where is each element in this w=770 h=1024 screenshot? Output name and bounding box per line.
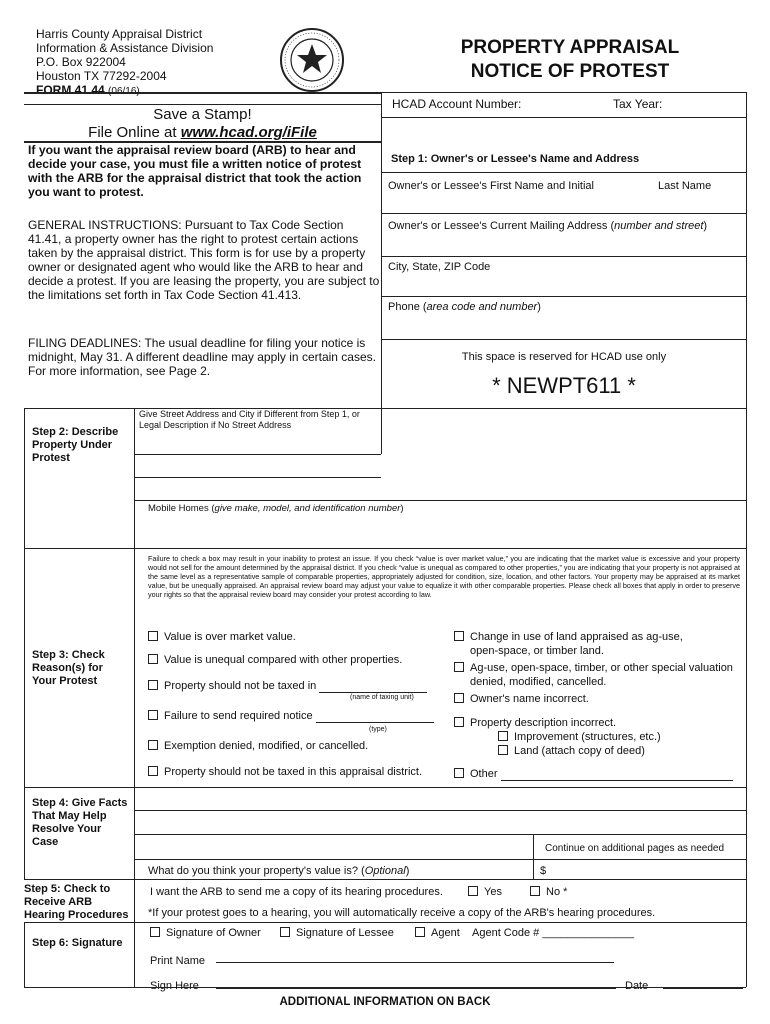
reason-owner-name[interactable]: Owner's name incorrect. bbox=[454, 692, 589, 706]
step5-label: Step 5: Check to Receive ARB Hearing Procedures bbox=[24, 883, 129, 921]
hearing-note: *If your protest goes to a hearing, you will automatically receive a copy of the ARB's hearing procedures. bbox=[148, 907, 656, 919]
checkbox[interactable] bbox=[150, 927, 160, 937]
form-date: (06/16) bbox=[108, 86, 140, 97]
checkbox[interactable] bbox=[454, 693, 464, 703]
mailing-address-label: Owner's or Lessee's Current Mailing Address (number and street) bbox=[388, 220, 708, 232]
property-value-input[interactable] bbox=[552, 861, 742, 877]
org-division: Information & Assistance Division bbox=[36, 41, 214, 55]
intro-warning: If you want the appraisal review board (ARB) to hear and decide your case, you must file a written notice of protest with the ARB for the appraisal district that took the action you want to protest. bbox=[28, 143, 362, 199]
signature-owner-option[interactable]: Signature of Owner bbox=[150, 926, 261, 940]
checkbox[interactable] bbox=[530, 886, 540, 896]
reason-land[interactable]: Land (attach copy of deed) bbox=[498, 744, 645, 758]
facts-input-1[interactable] bbox=[136, 789, 744, 809]
phone-input[interactable] bbox=[382, 314, 746, 334]
reason-change-use[interactable]: Change in use of land appraised as ag-use, open-space, or timber land. bbox=[454, 630, 744, 658]
sign-here-label: Sign Here bbox=[150, 980, 199, 992]
facts-input-2[interactable] bbox=[136, 812, 744, 832]
mobile-home-input[interactable] bbox=[136, 516, 744, 546]
notice-type-caption: (type) bbox=[369, 726, 387, 733]
checkbox[interactable] bbox=[148, 654, 158, 664]
filing-deadlines: FILING DEADLINES: The usual deadline for filing your notice is midnight, May 31. A different deadline may apply in certain cases. For more information, see Page 2. bbox=[28, 336, 376, 378]
mobile-homes-label: Mobile Homes (give make, model, and identification number) bbox=[148, 503, 404, 514]
hcad-reserved-text: This space is reserved for HCAD use only bbox=[461, 351, 667, 363]
checkbox[interactable] bbox=[148, 680, 158, 690]
reason-exemption[interactable]: Exemption denied, modified, or cancelled. bbox=[148, 739, 368, 753]
step4-label: Step 4: Give Facts That May Help Resolve Your Case bbox=[32, 797, 128, 848]
phone-label: Phone (area code and number) bbox=[388, 301, 541, 313]
seal-icon bbox=[279, 27, 345, 93]
barcode-text: * NEWPT611 * bbox=[492, 373, 636, 398]
step2-label: Step 2: Describe Property Under Protest bbox=[32, 426, 119, 464]
reason-improvement[interactable]: Improvement (structures, etc.) bbox=[498, 730, 661, 744]
reason-over-market[interactable]: Value is over market value. bbox=[148, 630, 296, 644]
checkbox[interactable] bbox=[498, 745, 508, 755]
print-name-input[interactable] bbox=[216, 950, 614, 963]
checkbox[interactable] bbox=[498, 731, 508, 741]
form-number: FORM 41.44 bbox=[36, 83, 105, 97]
file-online-text: File Online at bbox=[88, 124, 181, 141]
hcad-account-label: HCAD Account Number: bbox=[392, 97, 522, 111]
continue-note: Continue on additional pages as needed bbox=[545, 843, 725, 854]
city-state-zip-label: City, State, ZIP Code bbox=[388, 261, 491, 273]
footer-note: ADDITIONAL INFORMATION ON BACK bbox=[279, 996, 491, 1008]
dollar-sign: $ bbox=[540, 865, 547, 877]
checkbox[interactable] bbox=[454, 631, 464, 641]
checkbox[interactable] bbox=[468, 886, 478, 896]
city-state-zip-input[interactable] bbox=[382, 274, 746, 294]
reason-unequal[interactable]: Value is unequal compared with other properties. bbox=[148, 653, 402, 667]
checkbox[interactable] bbox=[454, 662, 464, 672]
reason-failure-notice[interactable]: Failure to send required notice bbox=[148, 709, 434, 723]
print-name-label: Print Name bbox=[150, 955, 206, 967]
property-address-input-2[interactable] bbox=[136, 479, 380, 499]
reason-ag-use[interactable]: Ag-use, open-space, timber, or other special valuation denied, modified, cancelled. bbox=[454, 661, 744, 689]
hearing-question: I want the ARB to send me a copy of its hearing procedures. bbox=[150, 886, 443, 898]
agent-option[interactable]: Agent bbox=[415, 926, 460, 940]
checkbox[interactable] bbox=[415, 927, 425, 937]
step3-label: Step 3: Check Reason(s) for Your Protest bbox=[32, 649, 105, 687]
save-stamp-box bbox=[24, 104, 381, 141]
reason-other[interactable]: Other bbox=[454, 767, 733, 781]
checkbox[interactable] bbox=[454, 717, 464, 727]
hearing-no[interactable]: No * bbox=[530, 885, 567, 899]
hearing-yes[interactable]: Yes bbox=[468, 885, 502, 899]
property-address-input-1[interactable] bbox=[136, 456, 380, 476]
other-reason-input[interactable] bbox=[501, 780, 733, 781]
checkbox[interactable] bbox=[148, 766, 158, 776]
mailing-address-input[interactable] bbox=[382, 232, 746, 252]
step3-notice: Failure to check a box may result in your inability to protest an issue. If you check “value is over market value,” you are indicating that the market value is excessive and your property would not sell for the amount determined by the appraisal district. If you check “value is unequal as compared to other properties,” you are indicating that your property is not appraised at the same level as a representative sample of comparable properties, appropriately adjusted for condition, size, location, and other factors. Your property may be appraised at its market value, but be unequally appraised. An appraisal review board may adjust your value to equalize it with other comparable properties. Please check all boxes that apply in order to preserve your rights so that the appraisal review board may consider your protest according to law. bbox=[148, 554, 740, 599]
ifile-link[interactable]: www.hcad.org/iFile bbox=[180, 124, 317, 141]
org-pobox: P.O. Box 922004 bbox=[36, 55, 126, 69]
step1-heading: Step 1: Owner's or Lessee's Name and Address bbox=[391, 153, 640, 165]
general-instructions: GENERAL INSTRUCTIONS: Pursuant to Tax Code Section 41.41, a property owner has the right to protest certain actions taken by the appraisal district. This form is for use by a property owner or designated agent who would like the ARB to hear and decide a protest. If you are leasing the property, you are subject to the limitations set forth in Tax Code Section 41.413. bbox=[28, 218, 380, 302]
form-title: PROPERTY APPRAISAL NOTICE OF PROTEST bbox=[460, 37, 680, 82]
tax-year-label: Tax Year: bbox=[613, 97, 663, 111]
date-label: Date bbox=[625, 980, 649, 992]
first-name-input[interactable] bbox=[382, 192, 746, 212]
checkbox[interactable] bbox=[454, 768, 464, 778]
taxing-unit-caption: (name of taxing unit) bbox=[350, 694, 414, 701]
step6-label: Step 6: Signature bbox=[32, 937, 123, 949]
org-city: Houston TX 77292-2004 bbox=[36, 69, 167, 83]
signature-lessee-option[interactable]: Signature of Lessee bbox=[280, 926, 394, 940]
reason-not-taxed-unit[interactable]: Property should not be taxed in bbox=[148, 679, 427, 693]
last-name-label: Last Name bbox=[658, 180, 712, 192]
agent-code-field[interactable]: Agent Code # _______________ bbox=[472, 927, 635, 939]
reason-description[interactable]: Property description incorrect. bbox=[454, 716, 616, 730]
taxing-unit-input[interactable] bbox=[319, 692, 427, 693]
value-question: What do you think your property's value is? (Optional) bbox=[148, 865, 410, 877]
org-name: Harris County Appraisal District bbox=[36, 27, 203, 41]
notice-type-input[interactable] bbox=[316, 722, 434, 723]
checkbox[interactable] bbox=[280, 927, 290, 937]
checkbox[interactable] bbox=[148, 631, 158, 641]
reason-not-taxed-district[interactable]: Property should not be taxed in this appraisal district. bbox=[148, 765, 422, 779]
save-stamp-text: Save a Stamp! bbox=[153, 106, 252, 123]
checkbox[interactable] bbox=[148, 710, 158, 720]
org-address bbox=[36, 27, 246, 98]
first-name-label: Owner's or Lessee's First Name and Initial bbox=[388, 180, 594, 192]
checkbox[interactable] bbox=[148, 740, 158, 750]
property-address-hint: Give Street Address and City if Different from Step 1, or Legal Description if No Street Address bbox=[139, 409, 360, 430]
